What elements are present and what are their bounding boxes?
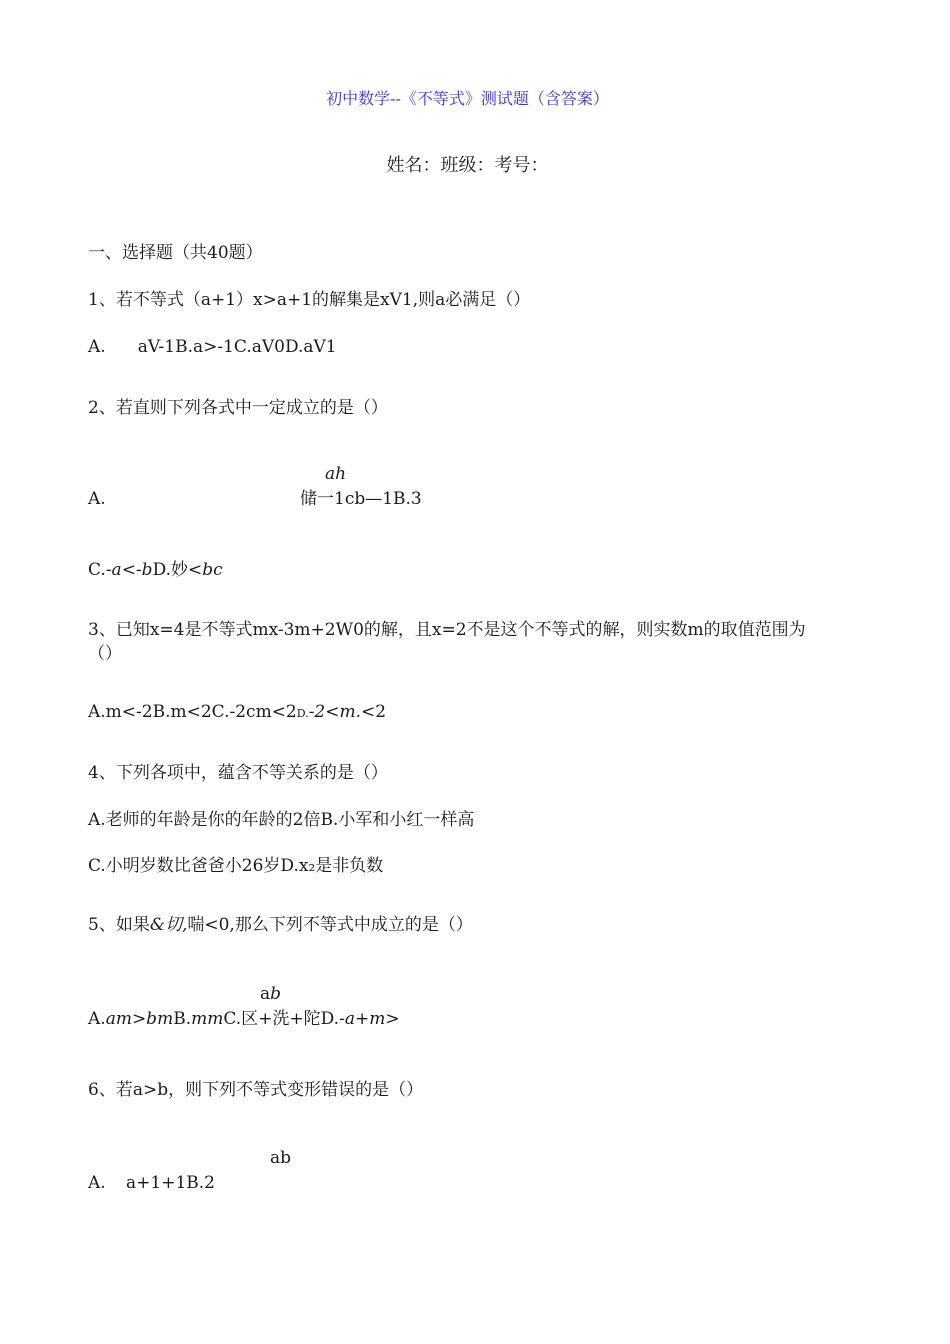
fraction-top-italic: b (270, 984, 282, 1004)
question-5-fraction-top (260, 983, 281, 1005)
question-1-options (88, 336, 337, 358)
fraction-top-plain: a (260, 984, 271, 1004)
question-2-fraction-top: ah (325, 464, 347, 484)
option-b-expression: mm (191, 1009, 224, 1029)
question-6-option-a-text: a+1+1B.2 (126, 1173, 215, 1193)
option-d-end: <2 (361, 702, 387, 722)
question-4-options-line1: A.老师的年龄是你的年龄的2倍B.小军和小红一样高 (88, 810, 475, 830)
option-a-label: A. (88, 337, 106, 357)
stem-expression: &切, (149, 915, 188, 935)
question-4-stem: 4、下列各项中，蕴含不等关系的是（） (88, 763, 388, 783)
option-a-expression: am>bm (105, 1009, 174, 1029)
question-6-fraction-top: ab (270, 1148, 292, 1168)
question-3-options (88, 701, 386, 725)
question-6-option-a-label: A. (88, 1173, 106, 1193)
question-4-options-line2: C.小明岁数比爸爸小26岁D.x₂是非负数 (88, 856, 384, 876)
option-d-label: D.妙 (152, 560, 188, 580)
student-info-line: 姓名：班级：考号： (386, 155, 549, 176)
option-d-expression: -2<m. (308, 702, 362, 722)
stem-text: 5、如果 (88, 915, 150, 935)
option-c-d-text: C.区+洗+陀D. (223, 1009, 340, 1029)
question-1-stem: 1、若不等式（a+1）x>a+1的解集是xV1,则a必满足（） (88, 290, 531, 310)
option-b-label: B. (173, 1009, 192, 1029)
document-title: 初中数学--《不等式》测试题（含答案） (326, 89, 609, 108)
option-d-expression: <bc (188, 560, 223, 580)
stem-text-end: 喘<0,那么下列不等式中成立的是（） (187, 915, 473, 935)
question-6-stem: 6、若a>b，则下列不等式变形错误的是（） (88, 1080, 424, 1100)
option-d-expression: -a+m> (339, 1009, 400, 1029)
option-d-label: D. (296, 707, 309, 720)
options-text: aV-1B.a>-1C.aV0D.aV1 (137, 337, 337, 357)
option-c-expression: -a<-b (105, 560, 153, 580)
question-3-stem-line2: （） (88, 644, 122, 664)
option-a-label: A. (88, 1009, 106, 1029)
option-c-label: C. (88, 560, 106, 580)
question-3-stem-line1: 3、已知x=4是不等式mx-3m+2W0的解，且x=2不是这个不等式的解，则实数m的取值范围为 (88, 620, 806, 640)
options-text: A.m<-2B.m<2C.-2cm<2 (88, 702, 297, 722)
question-2-option-a-label: A. (88, 489, 106, 509)
question-2-option-a-text: 储一1cb—1B.3 (300, 489, 422, 509)
question-5-stem (88, 914, 473, 936)
question-5-options (88, 1008, 400, 1030)
section-heading: 一、选择题（共40题） (88, 243, 263, 263)
question-2-options-cd (88, 559, 223, 581)
question-2-stem: 2、若直则下列各式中一定成立的是（） (88, 398, 388, 418)
